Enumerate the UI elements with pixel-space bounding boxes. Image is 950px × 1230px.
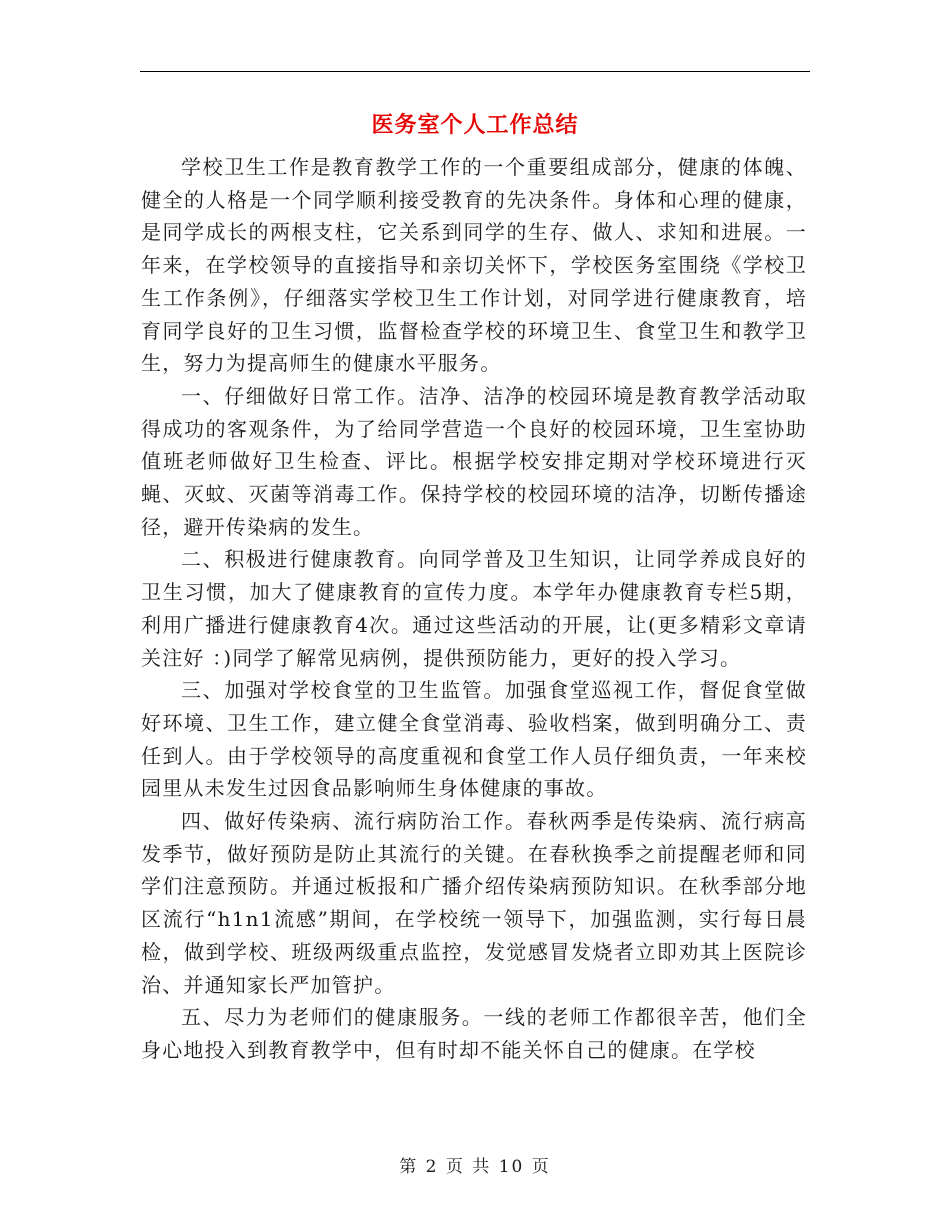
paragraph-section-5: 五、尽力为老师们的健康服务。一线的老师工作都很辛苦，他们全身心地投入到教育教学中，但有时却不能关怀自己的健康。在学校 (141, 1005, 807, 1062)
page-number: 第 2 页 共 10 页 (399, 1157, 551, 1177)
document-body (141, 151, 807, 1067)
header-rule (140, 71, 810, 72)
paragraph-section-4: 四、做好传染病、流行病防治工作。春秋两季是传染病、流行病高发季节，做好预防是防止其流行的关键。在春秋换季之前提醒老师和同学们注意预防。并通过板报和广播介绍传染病预防知识。在秋季部分地区流行“h1n1流感”期间，在学校统一领导下，加强监测，实行每日晨检，做到学校、班级两级重点监控，发觉感冒发烧者立即劝其上医院诊治、并通知家长严加管护。 (141, 809, 807, 997)
paragraph-section-1: 一、仔细做好日常工作。洁净、洁净的校园环境是教育教学活动取得成功的客观条件，为了给同学营造一个良好的校园环境，卫生室协助值班老师做好卫生检查、评比。根据学校安排定期对学校环境进行灭蝇、灭蚊、灭菌等消毒工作。保持学校的校园环境的洁净，切断传播途径，避开传染病的发生。 (141, 383, 807, 539)
paragraph-section-3: 三、加强对学校食堂的卫生监管。加强食堂巡视工作，督促食堂做好环境、卫生工作，建立健全食堂消毒、验收档案，做到明确分工、责任到人。由于学校领导的高度重视和食堂工作人员仔细负责，一年来校园里从未发生过因食品影响师生身体健康的事故。 (141, 678, 807, 801)
document-title: 医务室个人工作总结 (371, 112, 579, 138)
paragraph-intro: 学校卫生工作是教育教学工作的一个重要组成部分，健康的体魄、健全的人格是一个同学顺利接受教育的先决条件。身体和心理的健康，是同学成长的两根支柱，它关系到同学的生存、做人、求知和进展。一年来，在学校领导的直接指导和亲切关怀下，学校医务室围绕《学校卫生工作条例》，仔细落实学校卫生工作计划，对同学进行健康教育，培育同学良好的卫生习惯，监督检查学校的环境卫生、食堂卫生和教学卫生，努力为提高师生的健康水平服务。 (141, 155, 807, 376)
paragraph-section-2: 二、积极进行健康教育。向同学普及卫生知识，让同学养成良好的卫生习惯，加大了健康教育的宣传力度。本学年办健康教育专栏5期，利用广播进行健康教育4次。通过这些活动的开展，让(更多精彩文章请关注好 ：)同学了解常见病例，提供预防能力，更好的投入学习。 (141, 547, 807, 670)
